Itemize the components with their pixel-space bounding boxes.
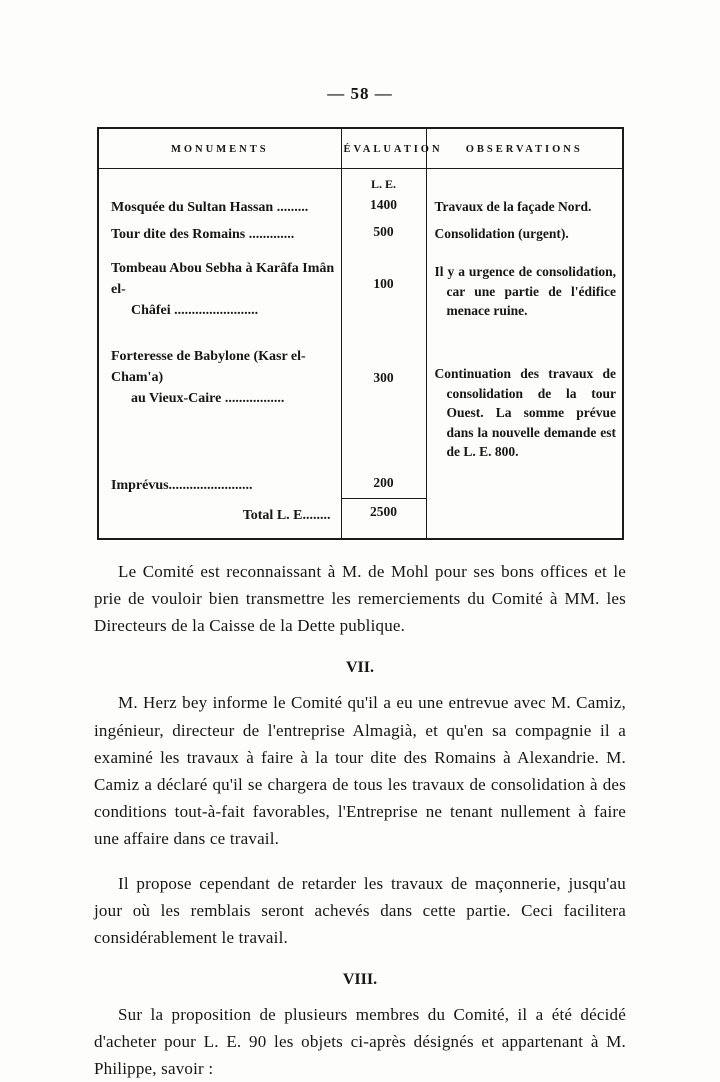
evaluation-value: 500 — [341, 221, 426, 248]
table-row — [98, 194, 623, 221]
col-header-observations: OBSERVATIONS — [426, 128, 623, 169]
total-label: Total L. E........ — [242, 507, 331, 523]
table-row — [98, 221, 623, 248]
currency-label: L. E. — [341, 169, 426, 195]
evaluation-value: 100 — [341, 248, 426, 324]
page-number: — 58 — — [327, 84, 393, 103]
evaluation-value: 1400 — [341, 194, 426, 221]
section-heading-viii: VIII. — [342, 971, 378, 989]
table-row — [98, 324, 623, 465]
monument-name — [98, 324, 341, 465]
empty-cell — [426, 499, 623, 539]
section-vii-paragraph-1: M. Herz bey informe le Comité qu'il a eu une entrevue avec M. Camiz, ingénieur, directeur de l'entreprise Almagià, et qu'en sa compagnie il a examiné les travaux à faire à la tour dite des Romains à Alexandrie. M. Camiz a déclaré qu'il se chargera de tous les travaux de consolidation à des conditions tout-à-fait favorables, l'Entreprise ne tenant nullement à faire une affaire dans ce travail. — [94, 693, 626, 849]
table-header-row — [98, 128, 623, 169]
total-row — [98, 499, 623, 539]
section-vii-paragraph-2: Il propose cependant de retarder les travaux de maçonnerie, jusqu'au jour où les remblais seront achevés dans cette partie. Ceci facilitera considérablement le travail. — [94, 873, 626, 947]
monument-name: Mosquée du Sultan Hassan ......... — [111, 200, 309, 215]
empty-cell — [426, 169, 623, 195]
monument-name: Imprévus........................ — [111, 477, 253, 493]
section-viii-paragraph-1: Sur la proposition de plusieurs membres du Comité, il a été décidé d'acheter pour L. E. 90 les objets ci-après désignés et appartenant à M. Philippe, savoir : — [94, 1005, 626, 1079]
monument-name — [98, 248, 341, 324]
col-header-evaluation: ÉVALUATION — [341, 128, 426, 169]
evaluation-value: 300 — [341, 324, 426, 465]
monument-line: Forteresse de Babylone (Kasr el-Cham'a) — [111, 349, 306, 385]
total-value: 2500 — [341, 499, 426, 539]
col-header-monuments: MONUMENTS — [98, 128, 341, 169]
observation-text: Il y a urgence de consolidation, car une partie de l'édifice menace ruine. — [426, 248, 623, 324]
observation-text: Continuation des travaux de consolidation de la tour Ouest. La somme prévue dans la nouvelle demande est de L. E. 800. — [426, 324, 623, 465]
observation-text — [426, 465, 623, 499]
monument-line: au Vieux-Caire ................. — [131, 391, 285, 406]
monuments-table — [97, 127, 624, 540]
monument-line: Châfei ........................ — [131, 303, 259, 318]
observation-text: Consolidation (urgent). — [426, 221, 623, 248]
observation-text: Travaux de la façade Nord. — [426, 194, 623, 221]
table-row — [98, 248, 623, 324]
monument-name: Tour dite des Romains ............. — [111, 227, 295, 242]
intro-paragraph: Le Comité est reconnaissant à M. de Mohl pour ses bons offices et le prie de vouloir bien transmettre les remerciements du Comité à MM. les Directeurs de la Caisse de la Dette publique. — [94, 561, 626, 636]
evaluation-value: 200 — [341, 465, 426, 499]
empty-cell — [98, 169, 341, 195]
section-heading-vii: VII. — [345, 659, 374, 677]
table-row — [98, 465, 623, 499]
monument-line: Tombeau Abou Sebha à Karâfa Imân el- — [111, 261, 335, 297]
currency-row — [98, 169, 623, 195]
